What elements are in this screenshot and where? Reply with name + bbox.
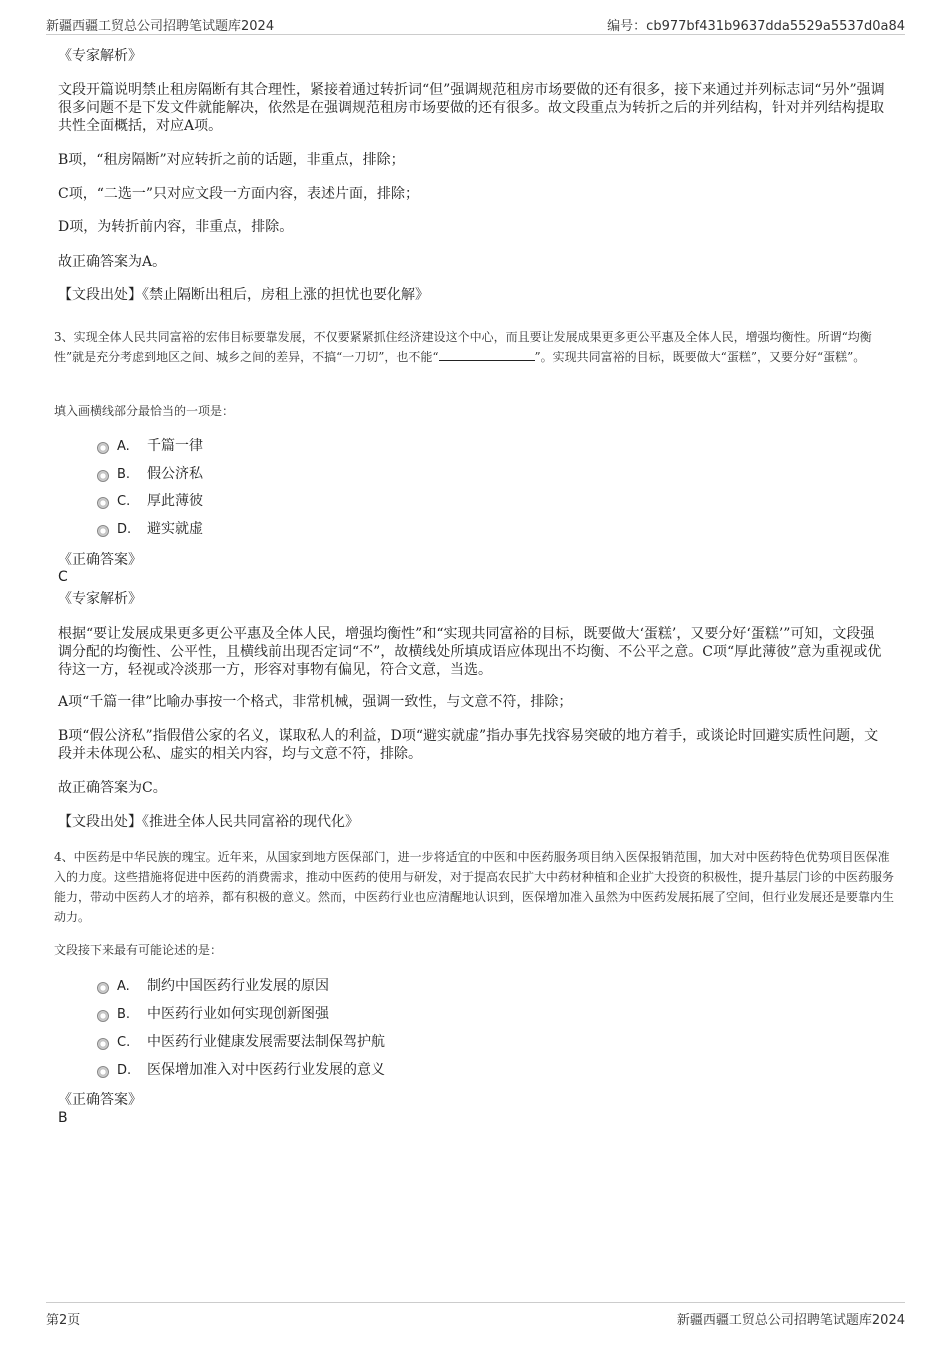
radio-icon[interactable] <box>97 525 109 537</box>
option-text: 医保增加准入对中医药行业发展的意义 <box>147 1062 385 1078</box>
header-title: 新疆西疆工贸总公司招聘笔试题库2024 <box>46 19 275 34</box>
q4-option-d[interactable] <box>97 1061 385 1080</box>
q4-option-b[interactable] <box>97 1005 329 1024</box>
q4-prompt: 文段接下来最有可能论述的是： <box>54 943 223 957</box>
radio-icon[interactable] <box>97 497 109 509</box>
option-letter: A. <box>117 439 130 454</box>
q3-text-part1: 3、实现全体人民共同富裕的宏伟目标要靠发展，不仅要紧紧抓住经济建设这个中心，而且要让发展成果更多更公平惠及全体人民，增强均衡性。所谓“均衡性”就是充分考虑到地区之间、城乡之间的差异，不搞“一刀切”，也不能“ <box>54 330 872 364</box>
option-text: 制约中国医药行业发展的原因 <box>147 978 329 994</box>
q3-prompt: 填入画横线部分最恰当的一项是： <box>54 404 235 418</box>
option-text: 千篇一律 <box>147 438 203 454</box>
q3-option-d[interactable] <box>97 520 203 539</box>
option-text: 中医药行业健康发展需要法制保驾护航 <box>147 1034 385 1050</box>
radio-icon[interactable] <box>97 1038 109 1050</box>
q3-analysis-p2: A项“千篇一律”比喻办事按一个格式，非常机械，强调一致性，与文意不符，排除； <box>58 694 573 710</box>
radio-icon[interactable] <box>97 982 109 994</box>
q2-source: 【文段出处】《禁止隔断出租后，房租上涨的担忧也要化解》 <box>58 287 429 303</box>
q3-option-c[interactable] <box>97 492 203 511</box>
option-letter: D. <box>117 522 132 537</box>
q2-analysis-p2: B项，“租房隔断”对应转折之前的话题，非重点，排除； <box>58 152 405 168</box>
q3-analysis-label: 《专家解析》 <box>58 591 142 607</box>
option-text: 厚此薄彼 <box>147 493 203 509</box>
q3-analysis-p3: B项“假公济私”指假借公家的名义，谋取私人的利益，D项“避实就虚”指办事先找容易突破的地方着手，或谈论时回避实质性问题，文段并未体现公私、虚实的相关内容，均与文意不符，排除。 <box>58 728 879 762</box>
radio-icon[interactable] <box>97 1066 109 1078</box>
footer-title: 新疆西疆工贸总公司招聘笔试题库2024 <box>676 1313 905 1328</box>
q4-answer: B <box>58 1110 68 1126</box>
q3-answer-label: 《正确答案》 <box>58 552 142 568</box>
option-letter: D. <box>117 1063 132 1078</box>
q3-option-b[interactable] <box>97 465 203 484</box>
q3-answer: C <box>58 569 68 585</box>
q3-option-a[interactable] <box>97 437 203 456</box>
page-footer <box>46 1302 905 1327</box>
page-header <box>46 14 905 35</box>
q4-answer-label: 《正确答案》 <box>58 1092 142 1108</box>
option-text: 假公济私 <box>147 466 203 482</box>
q2-conclusion: 故正确答案为A。 <box>58 254 167 270</box>
q4-question-text: 4、中医药是中华民族的瑰宝。近年来，从国家到地方医保部门，进一步将适宜的中医和中医药服务项目纳入医保报销范围，加大对中医药特色优势项目医保准入的力度。这些措施将促进中医药的消费需求，推动中医药的使用与研发，对于提高农民扩大中药材种植和企业扩大投资的积极性，提升基层门诊的中医药服务能力，带动中医药人才的培养，都有积极的意义。然而，中医药行业也应清醒地认识到，医保增加准入虽然为中医药发展拓展了空间，但行业发展还是要靠内生动力。 <box>54 850 895 924</box>
option-text: 中医药行业如何实现创新图强 <box>147 1006 329 1022</box>
radio-icon[interactable] <box>97 1010 109 1022</box>
q2-analysis-p1: 文段开篇说明禁止租房隔断有其合理性，紧接着通过转折词“但”强调规范租房市场要做的还有很多，接下来通过并列标志词“另外”强调很多问题不是下发文件就能解决，依然是在强调规范租房市场要做的还有很多。故文段重点为转折之后的并列结构，针对并列结构提取共性全面概括，对应A项。 <box>58 82 885 134</box>
q3-source: 【文段出处】《推进全体人民共同富裕的现代化》 <box>58 814 359 830</box>
option-letter: B. <box>117 467 131 482</box>
q3-question-text <box>54 327 896 367</box>
option-letter: C. <box>117 1035 131 1050</box>
q2-analysis-label: 《专家解析》 <box>58 48 142 64</box>
q3-answer-blank <box>439 350 535 361</box>
q3-analysis-p1: 根据“要让发展成果更多更公平惠及全体人民，增强均衡性”和“实现共同富裕的目标，既要做大‘蛋糕’，又要分好‘蛋糕’”可知，文段强调分配的均衡性、公平性，且横线前出现否定词“不”，故横线处所填成语应体现出不均衡、不公平之意。C项“厚此薄彼”意为重视或优待这一方，轻视或冷淡那一方，形容对事物有偏见，符合文意，当选。 <box>58 626 882 678</box>
option-text: 避实就虚 <box>147 521 203 537</box>
radio-icon[interactable] <box>97 470 109 482</box>
radio-icon[interactable] <box>97 442 109 454</box>
q4-option-a[interactable] <box>97 977 329 996</box>
q4-option-c[interactable] <box>97 1033 385 1052</box>
q3-conclusion: 故正确答案为C。 <box>58 780 167 796</box>
q3-text-part2: ”。实现共同富裕的目标，既要做大“蛋糕”，又要分好“蛋糕”。 <box>534 350 866 364</box>
option-letter: A. <box>117 979 130 994</box>
option-letter: B. <box>117 1007 131 1022</box>
option-letter: C. <box>117 494 131 509</box>
q2-analysis-p4: D项，为转折前内容，非重点，排除。 <box>58 219 294 235</box>
header-code: 编号：cb977bf431b9637dda5529a5537d0a84 <box>607 19 905 34</box>
q2-analysis-p3: C项，“二选一”只对应文段一方面内容，表述片面，排除； <box>58 186 420 202</box>
page-number: 第2页 <box>46 1313 81 1328</box>
